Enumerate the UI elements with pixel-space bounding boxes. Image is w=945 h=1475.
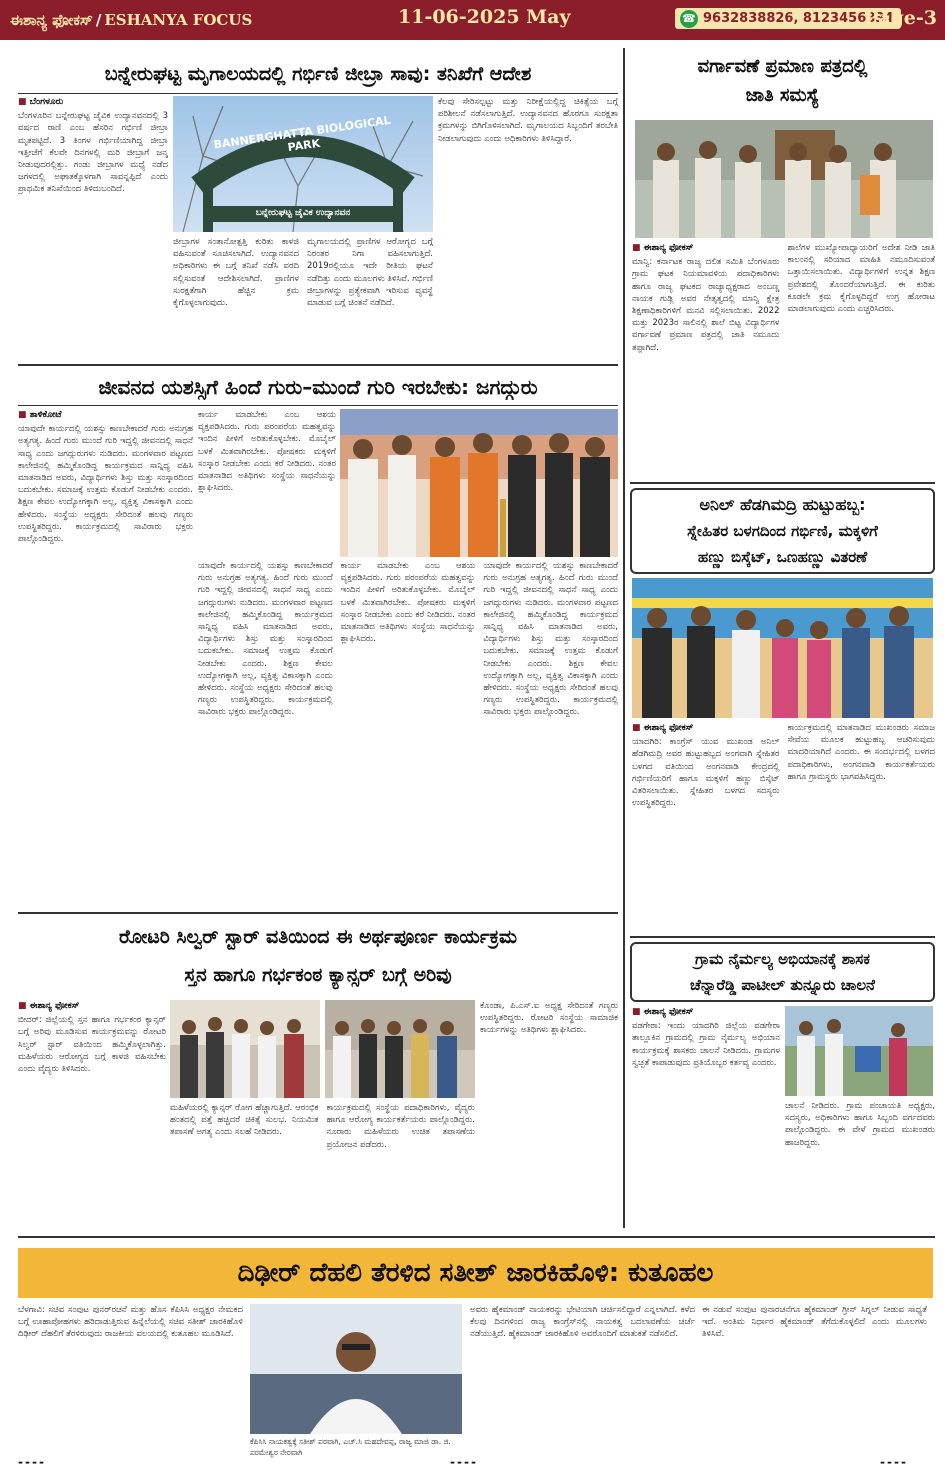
- page-number: Page-3: [864, 7, 937, 29]
- story4-photo: [632, 578, 933, 718]
- story3-text-2: ಕಾರ್ಯ ಮಾಡಬೇಕು ಎಂಬ ಆಶಯ ವ್ಯಕ್ತಪಡಿಸಿದರು. ಗುರು ಪರಂಪರೆಯ ಮಹತ್ವವನ್ನು ಇಂದಿನ ಪೀಳಿಗೆ ಅರಿತುಕೊಳ್ಳಬೇಕು. ಮೊಬೈಲ್ ಬಳಕೆ ಮಿತವಾಗಿರಬೇಕು. ಪೋಷಕರು ಮಕ್ಕಳಿಗೆ ಸಂಸ್ಕಾರ ನೀಡಬೇಕು ಎಂದು ಕರೆ ನೀಡಿದರು. ನಂತರ ಮಾತನಾಡಿದ ಅತಿಥಿಗಳು ಸಂಸ್ಥೆಯ ಸಾಧನೆಯನ್ನು ಶ್ಲಾಘಿಸಿದರು.: [198, 410, 336, 494]
- whatsapp-icon: ☎: [680, 10, 698, 28]
- story3-text-4: ಕಾರ್ಯ ಮಾಡಬೇಕು ಎಂಬ ಆಶಯ ವ್ಯಕ್ತಪಡಿಸಿದರು. ಗುರು ಪರಂಪರೆಯ ಮಹತ್ವವನ್ನು ಇಂದಿನ ಪೀಳಿಗೆ ಅರಿತುಕೊಳ್ಳಬೇಕು. ಮೊಬೈಲ್ ಬಳಕೆ ಮಿತವಾಗಿರಬೇಕು. ಪೋಷಕರು ಮಕ್ಕಳಿಗೆ ಸಂಸ್ಕಾರ ನೀಡಬೇಕು ಎಂದು ಕರೆ ನೀಡಿದರು. ನಂತರ ಮಾತನಾಡಿದ ಅತಿಥಿಗಳು ಸಂಸ್ಥೆಯ ಸಾಧನೆಯನ್ನು ಶ್ಲಾಘಿಸಿದರು.: [340, 561, 476, 645]
- lamp-lighting-illustration: [340, 409, 618, 557]
- story1-col1: [18, 96, 168, 360]
- rotary-event-illustration: [170, 1000, 320, 1098]
- story5-headline-box: [18, 918, 618, 996]
- story5-text-1: ಬೀದರ್: ಜಿಲ್ಲೆಯಲ್ಲಿ ಸ್ತನ ಹಾಗೂ ಗರ್ಭಕಂಠ ಕ್ಯಾನ್ಸರ್ ಬಗ್ಗೆ ಅರಿವು ಮೂಡಿಸುವ ಕಾರ್ಯಕ್ರಮವನ್ನು ರೋಟರಿ ಸಿಲ್ವರ್ ಸ್ಟಾರ್ ವತಿಯಿಂದ ಹಮ್ಮಿಕೊಳ್ಳಲಾಗಿತ್ತು. ಮಹಿಳೆಯರು ಆರೋಗ್ಯದ ಬಗ್ಗೆ ಕಾಳಜಿ ವಹಿಸಬೇಕು ಎಂದು ವೈದ್ಯರು ತಿಳಿಸಿದರು.: [18, 1015, 166, 1075]
- divider: [18, 405, 618, 406]
- issue-date: 11-06-2025 May: [398, 6, 571, 28]
- newspaper-name: [10, 11, 252, 29]
- story2-headline-box: [630, 52, 935, 118]
- politician-portrait-illustration: [250, 1304, 462, 1434]
- story3-text-1: ಯಾವುದೇ ಕಾರ್ಯದಲ್ಲಿ ಯಶಸ್ಸು ಕಾಣಬೇಕಾದರೆ ಗುರು ಅನುಗ್ರಹ ಅತ್ಯಗತ್ಯ. ಹಿಂದೆ ಗುರು ಮುಂದೆ ಗುರಿ ಇದ್ದಲ್ಲಿ ಜೀವನದಲ್ಲಿ ಸಾಧನೆ ಸಾಧ್ಯ ಎಂದು ಜಗದ್ಗುರುಗಳು ನುಡಿದರು. ಮಂಗಳವಾರ ಪಟ್ಟಣದ ಕಾಲೇಜಿನಲ್ಲಿ ಹಮ್ಮಿಕೊಂಡಿದ್ದ ಕಾರ್ಯಕ್ರಮದ ಸಾನ್ನಿಧ್ಯ ವಹಿಸಿ ಮಾತನಾಡಿದ ಅವರು, ವಿದ್ಯಾರ್ಥಿಗಳು ಶಿಸ್ತು ಮತ್ತು ಸಂಸ್ಕಾರದಿಂದ ಬದುಕಬೇಕು. ಸಮಾಜಕ್ಕೆ ಉತ್ತಮ ಕೊಡುಗೆ ನೀಡಬೇಕು ಎಂದರು. ಶಿಕ್ಷಣ ಕೇವಲ ಉದ್ಯೋಗಕ್ಕಾಗಿ ಅಲ್ಲ, ವ್ಯಕ್ತಿತ್ವ ವಿಕಾಸಕ್ಕಾಗಿ ಎಂದು ಹೇಳಿದರು. ಸಂಸ್ಥೆಯ ಅಧ್ಯಕ್ಷರು ಸೇರಿದಂತೆ ಹಲವು ಗಣ್ಯರು ಉಪಸ್ಥಿತರಿದ್ದರು. ಕಾರ್ಯಕ್ರಮದಲ್ಲಿ ಸಾವಿರಾರು ಭಕ್ತರು ಪಾಲ್ಗೊಂಡಿದ್ದರು.: [18, 424, 193, 545]
- story7-col1: [18, 1304, 243, 1454]
- story2-headline-line2: ಜಾತಿ ಸಮಸ್ಯೆ: [745, 85, 820, 106]
- story5-headline-line2: ಸ್ತನ ಹಾಗೂ ಗರ್ಭಕಂಠ ಕ್ಯಾನ್ಸರ್ ಬಗ್ಗೆ ಅರಿವು: [184, 964, 452, 986]
- story4-headline-line3: ಹಣ್ಣು ಬಿಸ್ಕೆಟ್, ಒಣಹಣ್ಣು ವಿತರಣೆ: [697, 548, 868, 566]
- story6-photo: [785, 1006, 933, 1096]
- story5-text-2: ಮಹಿಳೆಯರಲ್ಲಿ ಕ್ಯಾನ್ಸರ್ ರೋಗ ಹೆಚ್ಚಾಗುತ್ತಿದೆ. ಆರಂಭಿಕ ಹಂತದಲ್ಲಿ ಪತ್ತೆ ಹಚ್ಚಿದರೆ ಚಿಕಿತ್ಸೆ ಸುಲಭ. ನಿಯಮಿತ ತಪಾಸಣೆ ಅಗತ್ಯ ಎಂದು ಸಲಹೆ ನೀಡಿದರು.: [170, 1103, 319, 1138]
- story7-headline-bar: [18, 1248, 933, 1298]
- story6-text-2: ಚಾಲನೆ ನೀಡಿದರು. ಗ್ರಾಮ ಪಂಚಾಯತಿ ಅಧ್ಯಕ್ಷರು, ಸದಸ್ಯರು, ಅಧಿಕಾರಿಗಳು ಹಾಗೂ ಸಿಬ್ಬಂದಿ ವರ್ಗದವರು ಪಾಲ್ಗೊಂಡಿದ್ದರು. ಈ ವೇಳೆ ಗ್ರಾಮದ ಮುಖಂಡರು ಹಾಜರಿದ್ದರು.: [785, 1101, 935, 1148]
- story2-byline: ■ ಈಶಾನ್ಯ ಫೋಕಸ್: [632, 242, 780, 254]
- story1-byline: ■ ಬೆಂಗಳೂರು: [18, 96, 168, 108]
- name-separator: /: [95, 11, 102, 29]
- story1-headline-box: [18, 56, 618, 92]
- story6-text-1: ವಡಗೇರಾ: ಇಂದು ಯಾದಗಿರಿ ಜಿಲ್ಲೆಯ ವಡಗೇರಾ ತಾಲ್ಲೂಕಿನ ಗ್ರಾಮದಲ್ಲಿ ಗ್ರಾಮ ನೈರ್ಮಲ್ಯ ಅಭಿಯಾನ ಕಾರ್ಯಕ್ರಮಕ್ಕೆ ಶಾಸಕರು ಚಾಲನೆ ನೀಡಿದರು. ಗ್ರಾಮಗಳ ಸ್ವಚ್ಛತೆ ಕಾಪಾಡುವುದು ಪ್ರತಿಯೊಬ್ಬರ ಕರ್ತವ್ಯ ಎಂದರು.: [632, 1021, 780, 1068]
- story4-cols: [632, 722, 935, 934]
- story5-col4: [480, 1000, 618, 1226]
- story5-text-4: ಕೊಂಡಾ, ಪಿ.ಎಸ್.ಐ ಅಧ್ಯಕ್ಷ ಸೇರಿದಂತೆ ಗಣ್ಯರು ಉಪಸ್ಥಿತರಿದ್ದರು. ರೋಟರಿ ಸಂಸ್ಥೆಯ ಸಾಮಾಜಿಕ ಕಾರ್ಯಗಳನ್ನು ಅತಿಥಿಗಳು ಶ್ಲಾಘಿಸಿದರು.: [480, 1001, 618, 1036]
- story6-byline: ■ ಈಶಾನ್ಯ ಫೋಕಸ್: [632, 1006, 780, 1018]
- story2-headline-line1: ವರ್ಗಾವಣೆ ಪ್ರಮಾಣ ಪತ್ರದಲ್ಲಿ: [697, 56, 868, 77]
- story1-text-4: ಕೆಲವು ಸೇರಿಸಲ್ಪಟ್ಟು ಮತ್ತು ನಿರೀಕ್ಷೆಯಲ್ಲಿದ್ದ ಚಿಕಿತ್ಸೆಯ ಬಗ್ಗೆ ಪರಿಶೀಲನೆ ನಡೆಸಲಾಗುತ್ತಿದೆ. ಉದ್ಯಾನವನದ ಹೊರಗೂ ಸುರಕ್ಷತಾ ಕ್ರಮಗಳನ್ನು ಬಿಗಿಗೊಳಿಸಲಾಗಿದೆ. ಮೃಗಾಲಯದ ಸಿಬ್ಬಂದಿಗೆ ತರಬೇತಿ ನೀಡಲಾಗುವುದು ಎಂದು ಅಧಿಕಾರಿಗಳು ತಿಳಿಸಿದ್ದಾರೆ.: [438, 97, 618, 144]
- story2-photo: [635, 120, 933, 238]
- story7-headline: ದಿಢೀರ್ ದೆಹಲಿ ತೆರಳಿದ ಸತೀಶ್ ಜಾರಕಿಹೊಳಿ: ಕುತೂಹಲ: [237, 1257, 714, 1288]
- story6-headline-box: [630, 942, 935, 1002]
- story3-cols-bottom: [198, 560, 618, 909]
- story7-col3: [470, 1304, 695, 1454]
- story3-text-3: ಯಾವುದೇ ಕಾರ್ಯದಲ್ಲಿ ಯಶಸ್ಸು ಕಾಣಬೇಕಾದರೆ ಗುರು ಅನುಗ್ರಹ ಅತ್ಯಗತ್ಯ. ಹಿಂದೆ ಗುರು ಮುಂದೆ ಗುರಿ ಇದ್ದಲ್ಲಿ ಜೀವನದಲ್ಲಿ ಸಾಧನೆ ಸಾಧ್ಯ ಎಂದು ಜಗದ್ಗುರುಗಳು ನುಡಿದರು. ಮಂಗಳವಾರ ಪಟ್ಟಣದ ಕಾಲೇಜಿನಲ್ಲಿ ಹಮ್ಮಿಕೊಂಡಿದ್ದ ಕಾರ್ಯಕ್ರಮದ ಸಾನ್ನಿಧ್ಯ ವಹಿಸಿ ಮಾತನಾಡಿದ ಅವರು, ವಿದ್ಯಾರ್ಥಿಗಳು ಶಿಸ್ತು ಮತ್ತು ಸಂಸ್ಕಾರದಿಂದ ಬದುಕಬೇಕು. ಸಮಾಜಕ್ಕೆ ಉತ್ತಮ ಕೊಡುಗೆ ನೀಡಬೇಕು ಎಂದರು. ಶಿಕ್ಷಣ ಕೇವಲ ಉದ್ಯೋಗಕ್ಕಾಗಿ ಅಲ್ಲ, ವ್ಯಕ್ತಿತ್ವ ವಿಕಾಸಕ್ಕಾಗಿ ಎಂದು ಹೇಳಿದರು. ಸಂಸ್ಥೆಯ ಅಧ್ಯಕ್ಷರು ಸೇರಿದಂತೆ ಹಲವು ಗಣ್ಯರು ಉಪಸ್ಥಿತರಿದ್ದರು. ಕಾರ್ಯಕ್ರಮದಲ್ಲಿ ಸಾವಿರಾರು ಭಕ್ತರು ಪಾಲ್ಗೊಂಡಿದ್ದರು.: [198, 561, 333, 718]
- story7-text-1: ಬೆಳಗಾವಿ: ಸಚಿವ ಸಂಪುಟ ಪುನರ್‌ರಚನೆ ಮತ್ತು ಹೊಸ ಕೆಪಿಸಿಸಿ ಅಧ್ಯಕ್ಷರ ನೇಮಕದ ಬಗ್ಗೆ ಊಹಾಪೋಹಗಳು ಹರಿದಾಡುತ್ತಿರುವ ಹಿನ್ನೆಲೆಯಲ್ಲಿ ಸಚಿವ ಸತೀಶ್ ಜಾರಕಿಹೊಳಿ ದಿಢೀರ್ ದೆಹಲಿಗೆ ತೆರಳಿರುವುದು ರಾಜಕೀಯ ವಲಯದಲ್ಲಿ ಕುತೂಹಲ ಮೂಡಿಸಿದೆ.: [18, 1305, 243, 1340]
- story5-headline-line1: ರೋಟರಿ ಸಿಲ್ವರ್ ಸ್ಟಾರ್ ವತಿಯಿಂದ ಈ ಅರ್ಥಪೂರ್ಣ ಕಾರ್ಯಕ್ರಮ: [118, 926, 518, 948]
- story3-photo: [340, 409, 618, 557]
- story3-text-5: ಯಾವುದೇ ಕಾರ್ಯದಲ್ಲಿ ಯಶಸ್ಸು ಕಾಣಬೇಕಾದರೆ ಗುರು ಅನುಗ್ರಹ ಅತ್ಯಗತ್ಯ. ಹಿಂದೆ ಗುರು ಮುಂದೆ ಗುರಿ ಇದ್ದಲ್ಲಿ ಜೀವನದಲ್ಲಿ ಸಾಧನೆ ಸಾಧ್ಯ ಎಂದು ಜಗದ್ಗುರುಗಳು ನುಡಿದರು. ಮಂಗಳವಾರ ಪಟ್ಟಣದ ಕಾಲೇಜಿನಲ್ಲಿ ಹಮ್ಮಿಕೊಂಡಿದ್ದ ಕಾರ್ಯಕ್ರಮದ ಸಾನ್ನಿಧ್ಯ ವಹಿಸಿ ಮಾತನಾಡಿದ ಅವರು, ವಿದ್ಯಾರ್ಥಿಗಳು ಶಿಸ್ತು ಮತ್ತು ಸಂಸ್ಕಾರದಿಂದ ಬದುಕಬೇಕು. ಸಮಾಜಕ್ಕೆ ಉತ್ತಮ ಕೊಡುಗೆ ನೀಡಬೇಕು ಎಂದರು. ಶಿಕ್ಷಣ ಕೇವಲ ಉದ್ಯೋಗಕ್ಕಾಗಿ ಅಲ್ಲ, ವ್ಯಕ್ತಿತ್ವ ವಿಕಾಸಕ್ಕಾಗಿ ಎಂದು ಹೇಳಿದರು. ಸಂಸ್ಥೆಯ ಅಧ್ಯಕ್ಷರು ಸೇರಿದಂತೆ ಹಲವು ಗಣ್ಯರು ಉಪಸ್ಥಿತರಿದ್ದರು. ಕಾರ್ಯಕ್ರಮದಲ್ಲಿ ಸಾವಿರಾರು ಭಕ್ತರು ಪಾಲ್ಗೊಂಡಿದ್ದರು.: [483, 561, 619, 718]
- story5-photo: [170, 1000, 320, 1098]
- zoo-sign-english: BANNERGHATTA BIOLOGICAL PARK: [212, 113, 392, 155]
- story2-text-2: ಶಾಲೆಗಳ ಮುಖ್ಯೋಪಾಧ್ಯಾಯರಿಗೆ ಅದೇಶ ನೀಡಿ ಜಾತಿ ಕಾಲಂನಲ್ಲಿ ಸರಿಯಾದ ಮಾಹಿತಿ ನಮೂದಿಸುವಂತೆ ಒತ್ತಾಯಿಸಲಾಯಿತು. ವಿದ್ಯಾರ್ಥಿಗಳಿಗೆ ಉನ್ನತ ಶಿಕ್ಷಣ ಪ್ರವೇಶದಲ್ಲಿ ತೊಂದರೆಯಾಗುತ್ತಿದೆ. ಈ ಕುರಿತು ಕೂಡಲೇ ಕ್ರಮ ಕೈಗೊಳ್ಳದಿದ್ದರೆ ಉಗ್ರ ಹೋರಾಟ ಮಾಡಲಾಗುವುದು ಎಂದು ಎಚ್ಚರಿಸಿದರು.: [787, 243, 935, 315]
- story6-col2: [785, 1100, 935, 1226]
- story1-cols-under-photo: [173, 236, 433, 360]
- story1-text-1: ಬೆಂಗಳೂರಿನ ಬನ್ನೇರುಘಟ್ಟ ಜೈವಿಕ ಉದ್ಯಾನವನದಲ್ಲಿ 3 ವರ್ಷದ ರಾಣಿ ಎಂಬ ಹೆಸರಿನ ಗರ್ಭಿಣಿ ಜೀಬ್ರಾ ಮೃತಪಟ್ಟಿದೆ. 3 ತಿಂಗಳ ಗರ್ಭಿಣಿಯಾಗಿದ್ದ ಜೀಬ್ರಾ ಇತ್ತೀಚೆಗೆ ಕೆಲವೇ ದಿನಗಳಲ್ಲಿ ಮರಿ ಜೀಬ್ರಾಗೆ ಜನ್ಮ ನೀಡುವುದರಲ್ಲಿತ್ತು. ಗಂಡು ಜೀಬ್ರಾಗಳ ಮಧ್ಯೆ ನಡೆದ ಜಗಳದಲ್ಲಿ ಅಘಾತಕ್ಕೊಳಗಾಗಿ ಸಾವನ್ನಪ್ಪಿದೆ ಎಂದು ಪ್ರಾಥಮಿಕ ತನಿಖೆಯಿಂದ ತಿಳಿದುಬಂದಿದೆ.: [18, 111, 168, 195]
- story3-byline: ■ ತಾಳಿಕೋಟೆ: [18, 409, 193, 421]
- story7-text-3: ಅವರು ಹೈಕಮಾಂಡ್ ನಾಯಕರನ್ನು ಭೇಟಿಯಾಗಿ ಚರ್ಚಿಸಲಿದ್ದಾರೆ ಎನ್ನಲಾಗಿದೆ. ಕಳೆದ ಕೆಲವು ದಿನಗಳಿಂದ ರಾಜ್ಯ ಕಾಂಗ್ರೆಸ್‌ನಲ್ಲಿ ನಾಯಕತ್ವ ಬದಲಾವಣೆಯ ಚರ್ಚೆ ನಡೆಯುತ್ತಿದೆ. ಹೈಕಮಾಂಡ್ ಜಾರಕಿಹೊಳಿ ಅವರೊಂದಿಗೆ ಮಾತುಕತೆ ನಡೆಸಲಿದೆ.: [470, 1305, 695, 1340]
- story7-photo: [250, 1304, 462, 1434]
- story6-col1: [632, 1006, 780, 1226]
- footer-dashes-left: ----: [18, 1455, 46, 1469]
- footer-dashes-right: ----: [880, 1455, 908, 1469]
- birthday-group-illustration: [632, 578, 933, 718]
- story3-col2-top: [198, 409, 336, 557]
- group-photo-illustration: [635, 120, 933, 238]
- story5-text-3: ಕಾರ್ಯಕ್ರಮದಲ್ಲಿ ಸಂಸ್ಥೆಯ ಪದಾಧಿಕಾರಿಗಳು, ವೈದ್ಯರು ಹಾಗೂ ಆರೋಗ್ಯ ಕಾರ್ಯಕರ್ತೆಯರು ಪಾಲ್ಗೊಂಡಿದ್ದರು. ನೂರಾರು ಮಹಿಳೆಯರು ಉಚಿತ ತಪಾಸಣೆಯ ಪ್ರಯೋಜನ ಪಡೆದರು.: [326, 1103, 475, 1150]
- story4-headline-line1: ಅನಿಲ್ ಹೆಡಗಿಮದ್ರಿ ಹುಟ್ಟುಹಬ್ಬ:: [699, 495, 866, 514]
- divider: [18, 912, 618, 914]
- divider: [18, 1236, 935, 1238]
- story3-col1: [18, 409, 193, 909]
- story7-photo-caption: ಕೆಪಿಸಿಸಿ ನಾಯಕತ್ವಕ್ಕೆ ಸತೀಶ್ ಪರವಾಗಿ, ಎಚ್.ಸಿ ಮಹದೇವಪ್ಪ, ರಾಜ್ಯ ಮಾಜಿ ಡಾ. ಜಿ. ಪರಮೇಶ್ವರ ನೇರವಾಗಿ: [250, 1437, 451, 1457]
- divider: [18, 93, 618, 94]
- story7-col4: [702, 1304, 927, 1454]
- story2-text-1: ಮಾನ್ವಿ: ಕರ್ನಾಟಕ ರಾಜ್ಯ ದಲಿತ ಸಮಿತಿ ಬೆಂಗಳೂರು ಗ್ರಾಮ ಘಟಕ ನಿಯಮಾವಳಿಯ ಪದಾಧಿಕಾರಿಗಳು ಹಾಗೂ ರಾಜ್ಯ ಘಟಕದ ರಾಜ್ಯಾಧ್ಯಕ್ಷರಾದ ಅಂಬಣ್ಣ ನಾಯಕ ಗುಡ್ಲಿ ಅವರ ನೇತೃತ್ವದಲ್ಲಿ ಮಾನ್ವಿ ಕ್ಷೇತ್ರ ಶಿಕ್ಷಣಾಧಿಕಾರಿಗಳಿಗೆ ಮನವಿ ಸಲ್ಲಿಸಲಾಯಿತು. 2022 ಮತ್ತು 2023ರ ಸಾಲಿನಲ್ಲಿ ಶಾಲೆ ಬಿಟ್ಟ ವಿದ್ಯಾರ್ಥಿಗಳ ವರ್ಗಾವಣೆ ಪ್ರಮಾಣ ಪತ್ರದಲ್ಲಿ ಜಾತಿ ನಮೂದು ತಪ್ಪಾಗಿದೆ.: [632, 257, 780, 353]
- zoo-sign-kannada: ಬನ್ನೇರುಘಟ್ಟ ಜೈವಿಕ ಉದ್ಯಾನವನ: [255, 208, 351, 218]
- divider: [630, 936, 935, 938]
- sanitation-drive-illustration: [785, 1006, 933, 1096]
- story1-text-3: ಮೃಗಾಲಯದಲ್ಲಿ ಪ್ರಾಣಿಗಳ ಆರೋಗ್ಯದ ಬಗ್ಗೆ ನಿರಂತರ ನಿಗಾ ವಹಿಸಲಾಗುತ್ತಿದೆ. 2019ರಲ್ಲಿಯೂ ಇದೇ ರೀತಿಯ ಘಟನೆ ನಡೆದಿತ್ತು ಎಂದು ಮೂಲಗಳು ತಿಳಿಸಿವೆ. ಗರ್ಭಿಣಿ ಜೀಬ್ರಾಗಳನ್ನು ಪ್ರತ್ಯೇಕವಾಗಿ ಇರಿಸುವ ವ್ಯವಸ್ಥೆ ಮಾಡುವ ಬಗ್ಗೆ ಚಿಂತನೆ ನಡೆದಿದೆ.: [307, 237, 433, 309]
- column-divider: [623, 48, 625, 1228]
- story4-headline-line2: ಸ್ನೇಹಿತರ ಬಳಗದಿಂದ ಗರ್ಭಿಣಿ, ಮಕ್ಕಳಿಗೆ: [687, 522, 878, 540]
- story7-text-4: ಈ ನಡುವೆ ಸಂಪುಟ ಪುನಾರಚನೆಗೂ ಹೈಕಮಾಂಡ್ ಗ್ರೀನ್ ಸಿಗ್ನಲ್ ನೀಡುವ ಸಾಧ್ಯತೆ ಇದೆ. ಅಂತಿಮ ನಿರ್ಧಾರ ಹೈಕಮಾಂಡ್ ತೆಗೆದುಕೊಳ್ಳಲಿದೆ ಎಂದು ಮೂಲಗಳು ತಿಳಿಸಿವೆ.: [702, 1305, 927, 1340]
- footer-dashes-mid: ----: [450, 1455, 478, 1469]
- rotary-stage-illustration: [325, 1000, 475, 1098]
- story6-headline-line1: ಗ್ರಾಮ ನೈರ್ಮಲ್ಯ ಅಭಿಯಾನಕ್ಕೆ ಶಾಸಕ: [695, 950, 870, 968]
- story5-col1: [18, 1000, 166, 1226]
- story1-col4: [438, 96, 618, 360]
- story1-text-2: ಜೀಬ್ರಾಗಳ ಸಂತಾನೋತ್ಪತ್ತಿ ಕುರಿತು ಕಾಳಜಿ ವಹಿಸುವಂತೆ ಸೂಚಿಸಲಾಗಿದೆ. ಉದ್ಯಾನವನದ ಅಧಿಕಾರಿಗಳು ಈ ಬಗ್ಗೆ ತನಿಖೆ ನಡೆಸಿ ವರದಿ ಸಲ್ಲಿಸುವಂತೆ ಆದೇಶಿಸಲಾಗಿದೆ. ಪ್ರಾಣಿಗಳ ಸುರಕ್ಷತೆಗಾಗಿ ಹೆಚ್ಚಿನ ಕ್ರಮ ಕೈಗೊಳ್ಳಲಾಗುವುದು.: [173, 237, 299, 309]
- masthead: [0, 0, 945, 40]
- newspaper-name-english: ESHANYA FOCUS: [104, 11, 253, 29]
- story4-text-2: ಕಾರ್ಯಕ್ರಮದಲ್ಲಿ ಮಾತನಾಡಿದ ಮುಖಂಡರು ಸಮಾಜ ಸೇವೆಯ ಮೂಲಕ ಹುಟ್ಟುಹಬ್ಬ ಆಚರಿಸುವುದು ಮಾದರಿಯಾಗಿದೆ ಎಂದರು. ಈ ಸಂದರ್ಭದಲ್ಲಿ ಬಳಗದ ಪದಾಧಿಕಾರಿಗಳು, ಅಂಗನವಾಡಿ ಕಾರ್ಯಕರ್ತೆಯರು ಹಾಗೂ ಗ್ರಾಮಸ್ಥರು ಭಾಗವಹಿಸಿದ್ದರು.: [787, 723, 935, 782]
- story4-byline: ■ ಈಶಾನ್ಯ ಫೋಕಸ್: [632, 722, 780, 734]
- story5-photo-2: [325, 1000, 475, 1098]
- story5-byline: ■ ಈಶಾನ್ಯ ಫೋಕಸ್: [18, 1000, 166, 1012]
- newspaper-name-kannada: ಈಶಾನ್ಯ ಫೋಕಸ್: [10, 11, 93, 29]
- zoo-gate-photo: [173, 96, 433, 232]
- story4-headline-box: [630, 488, 935, 574]
- divider: [630, 482, 935, 484]
- story2-cols: [632, 242, 935, 480]
- story6-headline-line2: ಚೆನ್ನಾರೆಡ್ಡಿ ಪಾಟೀಲ್ ತುನ್ನೂರು ಚಾಲನೆ: [689, 976, 876, 994]
- story4-text-1: ಯಾದಗಿರಿ: ಕಾಂಗ್ರೆಸ್ ಯುವ ಮುಖಂಡ ಅನಿಲ್ ಹೆಡಗಿಮದ್ರಿ ಅವರ ಹುಟ್ಟುಹಬ್ಬದ ಅಂಗವಾಗಿ ಸ್ನೇಹಿತರ ಬಳಗದ ವತಿಯಿಂದ ಅಂಗನವಾಡಿ ಕೇಂದ್ರದಲ್ಲಿ ಗರ್ಭಿಣಿಯರಿಗೆ ಹಾಗೂ ಮಕ್ಕಳಿಗೆ ಹಣ್ಣು ಬಿಸ್ಕೆಟ್ ವಿತರಿಸಲಾಯಿತು. ಸ್ನೇಹಿತರ ಬಳಗದ ಸದಸ್ಯರು ಉಪಸ್ಥಿತರಿದ್ದರು.: [632, 737, 780, 809]
- story3-headline: ಜೀವನದ ಯಶಸ್ಸಿಗೆ ಹಿಂದೆ ಗುರು–ಮುಂದೆ ಗುರಿ ಇರಬೇಕು: ಜಗದ್ಗುರು: [98, 375, 538, 399]
- story5-cols-under-photo: [170, 1102, 475, 1226]
- story1-headline: ಬನ್ನೇರುಘಟ್ಟ ಮೃಗಾಲಯದಲ್ಲಿ ಗರ್ಭಿಣಿ ಜೀಬ್ರಾ ಸಾವು: ತನಿಖೆಗೆ ಆದೇಶ: [104, 63, 532, 85]
- phone-numbers: 9632838826, 8123456834: [703, 11, 894, 26]
- divider: [18, 364, 618, 366]
- story3-headline-box: [18, 370, 618, 404]
